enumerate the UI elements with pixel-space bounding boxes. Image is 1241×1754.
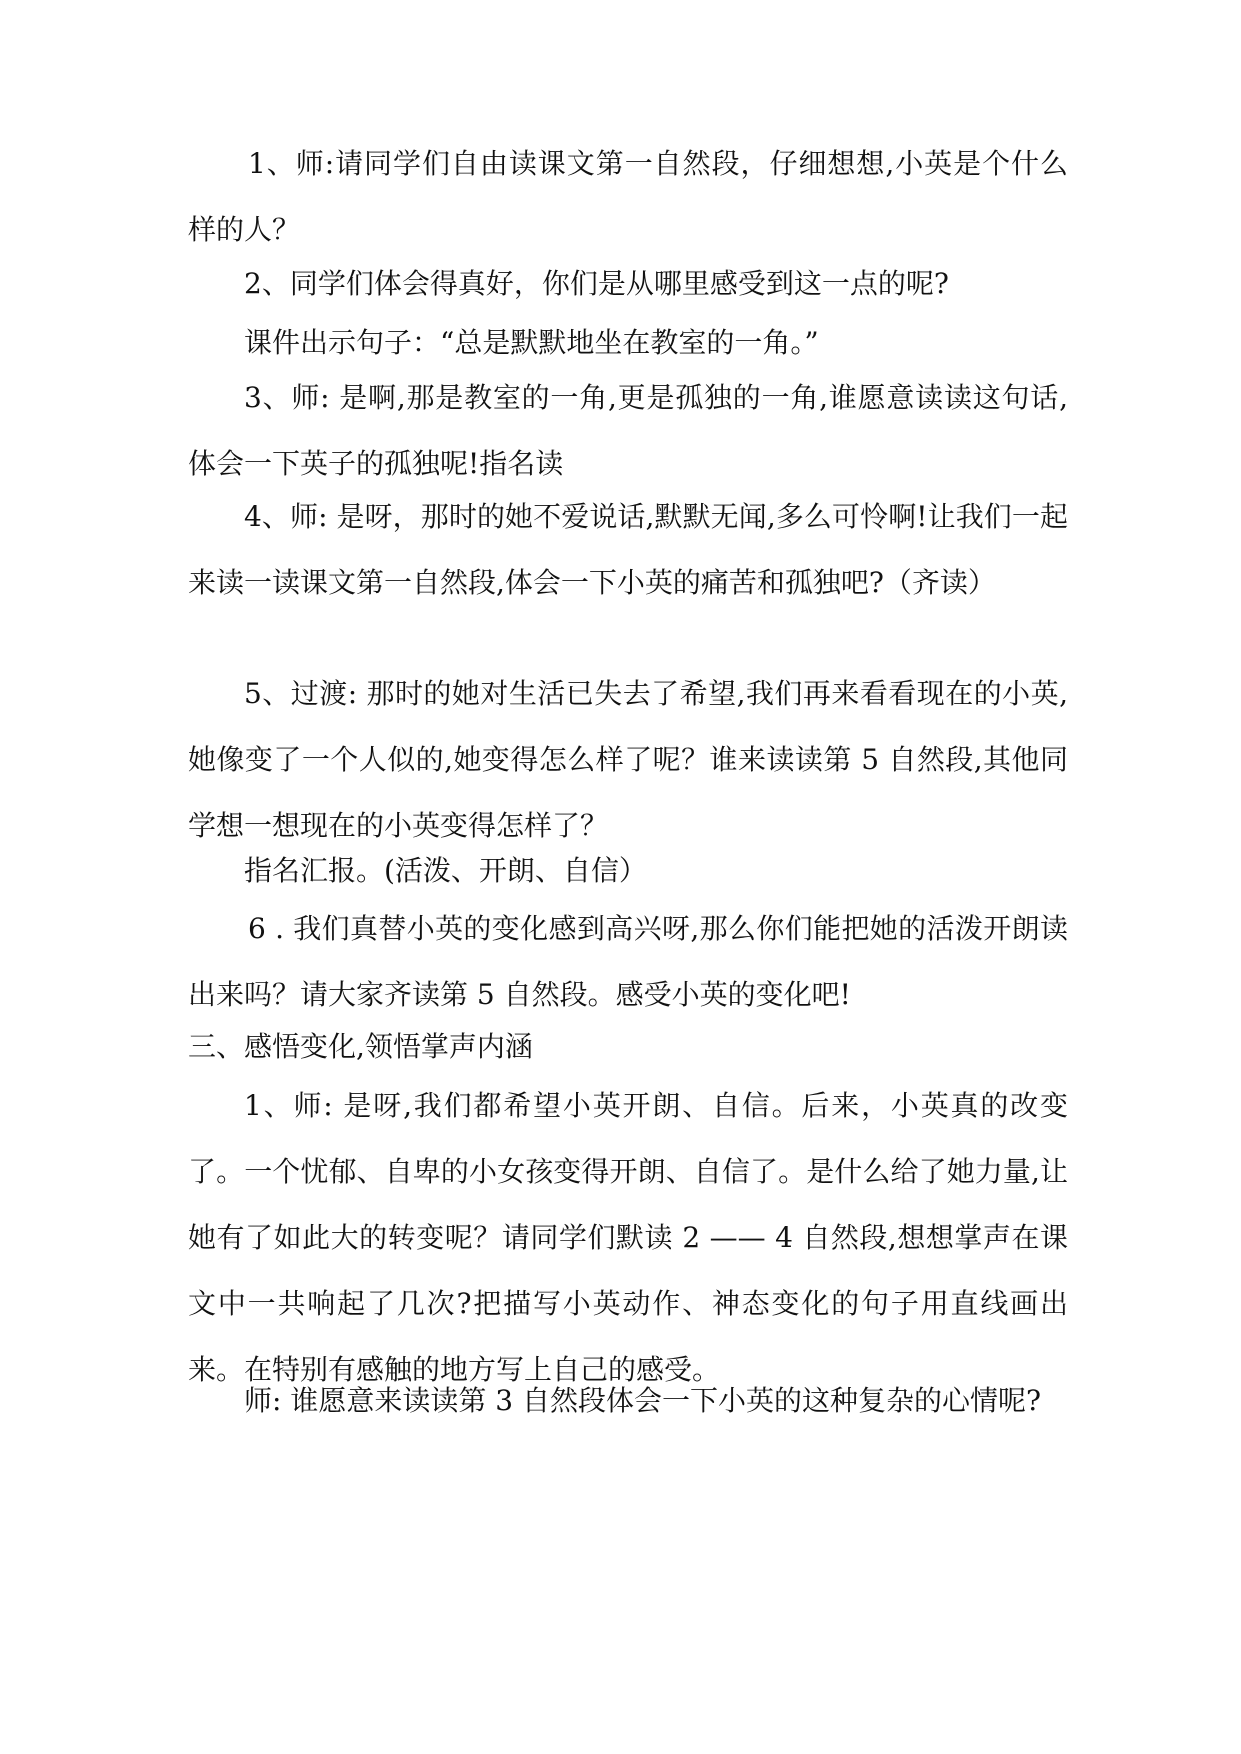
paragraph-1: 1、师:请同学们自由读课文第一自然段，仔细想想,小英是个什么样的人？: [188, 147, 1068, 246]
paragraph-4: 3、师: 是啊,那是教室的一角,更是孤独的一角,谁愿意读读这句话,体会一下英子的孤独呢!指名读: [188, 381, 1068, 480]
section-heading: 三、感悟变化,领悟掌声内涵: [188, 1030, 533, 1063]
paragraph-5: 4、师: 是呀，那时的她不爱说话,默默无闻,多么可怜啊!让我们一起来读一读课文第一自然段,体会一下小英的痛苦和孤独吧?（齐读）: [188, 500, 1068, 599]
paragraph-2: 2、同学们体会得真好，你们是从哪里感受到这一点的呢?: [244, 267, 949, 300]
paragraph-10: 师: 谁愿意来读读第 3 自然段体会一下小英的这种复杂的心情呢?: [244, 1384, 1041, 1417]
paragraph-9: 1、师: 是呀,我们都希望小英开朗、自信。后来，小英真的改变了。一个忧郁、自卑的小女孩变得开朗、自信了。是什么给了她力量,让她有了如此大的转变呢？请同学们默读 2 —— 4 自然段,想想掌声在课文中一共响起了几次?把描写小英动作、神态变化的句子用直线画出来。在特别有感触的地方写上自己的感受。: [188, 1089, 1068, 1386]
paragraph-3: 课件出示句子：“总是默默地坐在教室的一角。”: [244, 326, 819, 359]
paragraph-8: 6 . 我们真替小英的变化感到高兴呀,那么你们能把她的活泼开朗读出来吗？请大家齐读第 5 自然段。感受小英的变化吧!: [188, 912, 1068, 1011]
paragraph-6: 5、过渡: 那时的她对生活已失去了希望,我们再来看看现在的小英,她像变了一个人似的,她变得怎么样了呢？谁来读读第 5 自然段,其他同学想一想现在的小英变得怎样了？: [188, 677, 1068, 842]
paragraph-7: 指名汇报。(活泼、开朗、自信）: [244, 854, 647, 887]
